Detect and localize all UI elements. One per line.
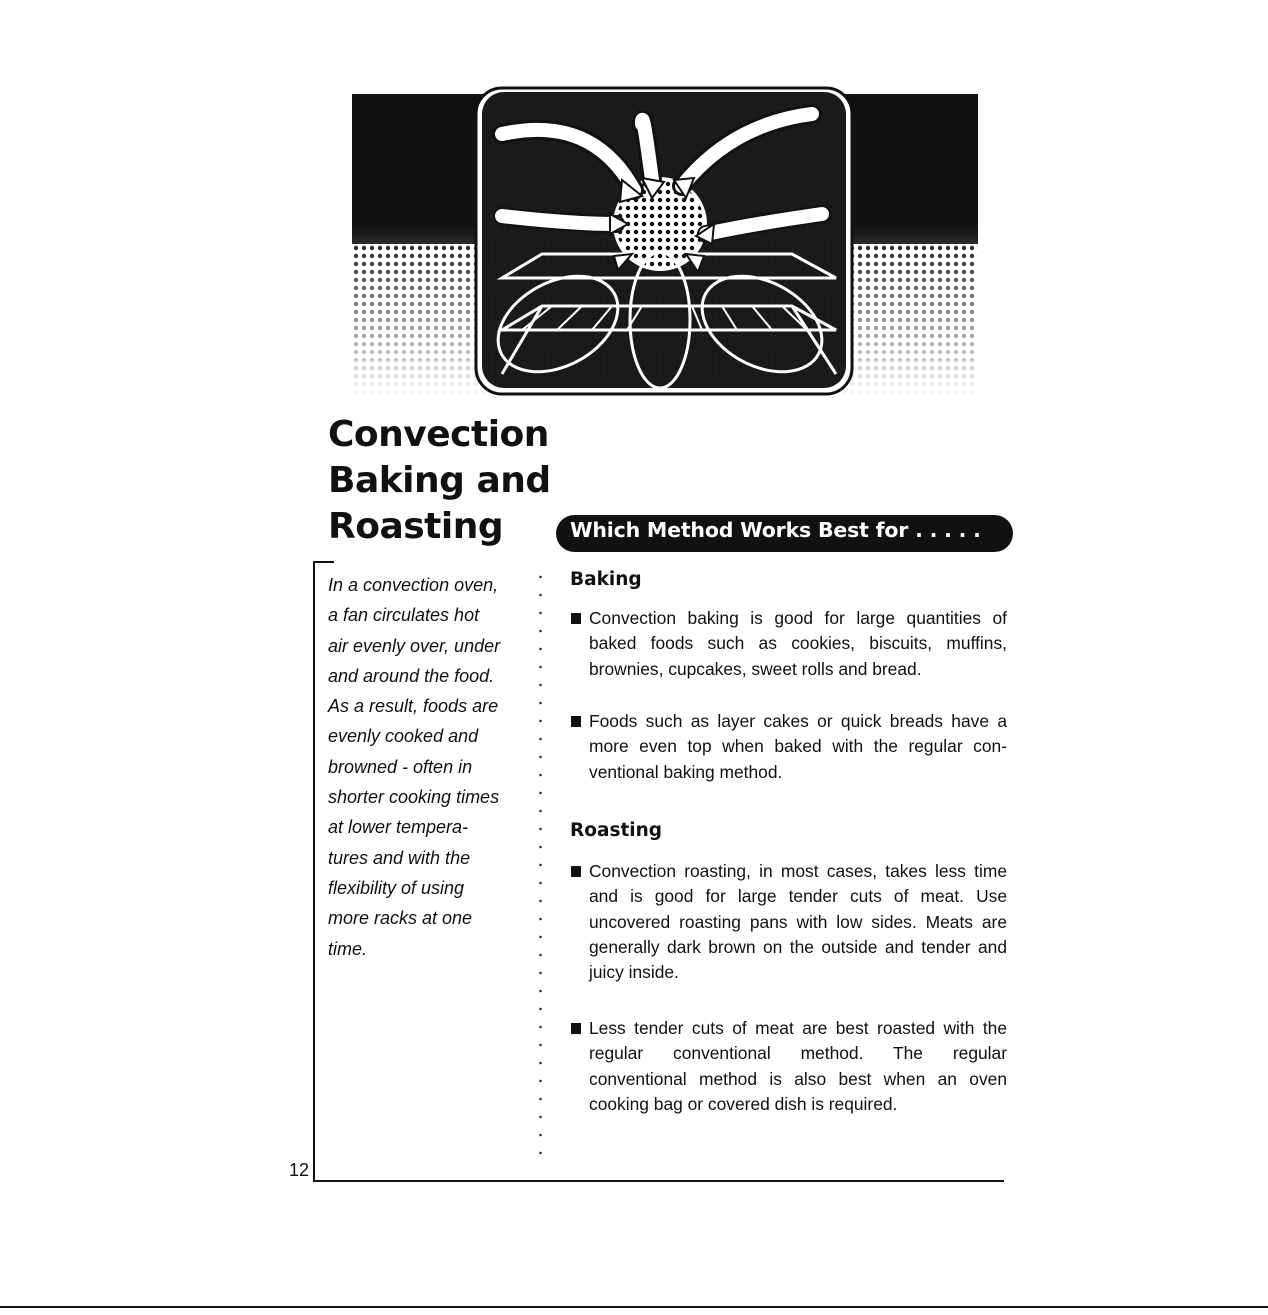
bullet-square-icon (571, 866, 581, 877)
baking-bullet-1: Convection baking is good for large quantities of baked foods such as cookies, biscuits, muffins, brownies, cupcakes, sweet rolls and bread. (589, 608, 1007, 679)
sidebar-frame-left (313, 561, 315, 1182)
title-line-3: Roasting (328, 506, 504, 547)
intro-line: tures and with the (328, 847, 471, 868)
title-line-1: Convection (328, 414, 549, 455)
intro-line: shorter cooking times (328, 787, 500, 808)
bullet-square-icon (571, 613, 581, 624)
roasting-bullet-2: Less tender cuts of meat are best roasted with the regular conventional method. The regular conventional method is also best when an oven cooking bag or covered dish is required. (589, 1018, 1007, 1114)
page-title (328, 412, 568, 550)
intro-line: at lower tempera- (328, 817, 469, 838)
intro-line: more racks at one (328, 908, 473, 929)
bullet-square-icon (571, 716, 581, 727)
roasting-bullet-1: Convection roasting, in most cases, takes less time and is good for large tender cuts of meat. Use uncovered roasting pans with low sides. Meats are generally dark brown on the outside and tender and juicy inside. (589, 861, 1007, 983)
title-line-2: Baking and (328, 460, 551, 501)
intro-line: flexibility of using (328, 877, 465, 898)
intro-line: and around the food. (328, 665, 495, 686)
dotted-divider (539, 568, 542, 1168)
bullet-square-icon (571, 1023, 581, 1034)
intro-line: evenly cooked and (328, 726, 479, 747)
intro-line: a fan circulates hot (328, 605, 480, 626)
method-banner-label: Which Method Works Best for . . . . . (570, 518, 981, 542)
sidebar-frame-top (314, 561, 334, 563)
intro-text (328, 570, 528, 964)
bottom-rule (313, 1180, 1004, 1182)
scan-bottom-edge (0, 1306, 1268, 1308)
convection-oven-illustration (352, 84, 978, 400)
baking-heading: Baking (570, 569, 642, 590)
intro-line: air evenly over, under (328, 635, 501, 656)
intro-line: In a convection oven, (328, 575, 499, 595)
intro-line: browned - often in (328, 756, 473, 777)
page-number: 12 (289, 1160, 310, 1180)
intro-line: time. (328, 938, 368, 959)
baking-bullet-2: Foods such as layer cakes or quick breads have a more even top when baked with the regular con-ventional baking method. (589, 711, 1007, 782)
convection-oven-airflow-icon (352, 84, 978, 400)
roasting-heading: Roasting (570, 820, 663, 841)
intro-line: As a result, foods are (328, 696, 499, 717)
